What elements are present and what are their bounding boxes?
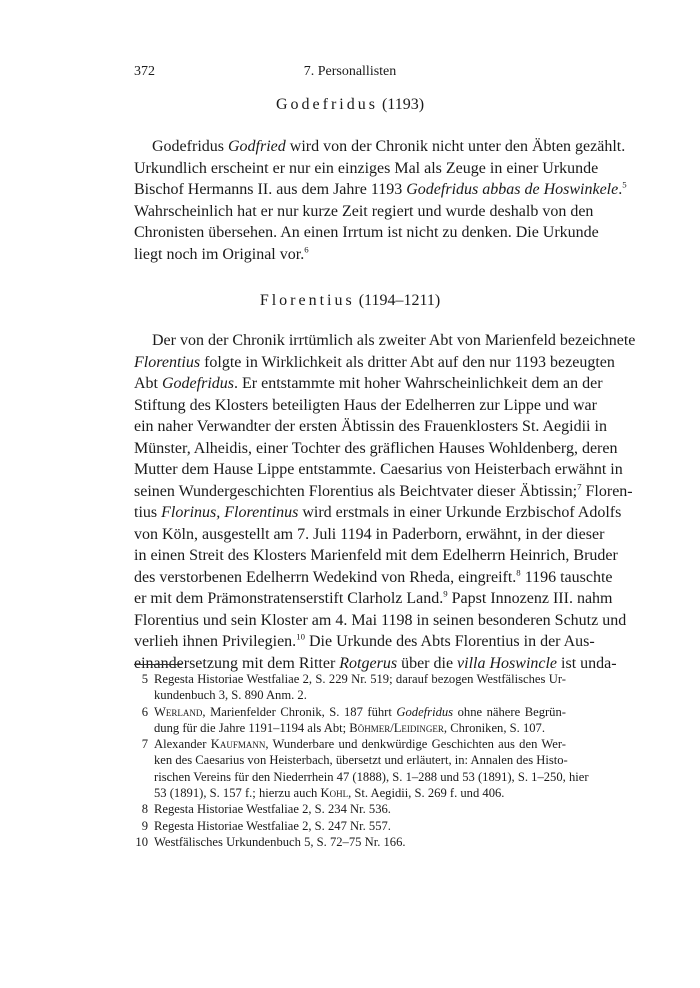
footnote-line: Regesta Historiae Westfaliae 2, S. 234 Nr. 536. bbox=[154, 802, 391, 817]
footnote-5 bbox=[134, 671, 566, 704]
section-dates: (1193) bbox=[381, 96, 425, 113]
text-line: Wahrscheinlich hat er nur kurze Zeit regiert und wurde deshalb von den bbox=[134, 202, 594, 220]
text-line: Der von der Chronik irrtümlich als zweiter Abt von Marienfeld bezeichnete bbox=[152, 332, 636, 349]
footnote-6 bbox=[134, 704, 566, 737]
footnote-9 bbox=[134, 818, 566, 834]
text-line: verlieh ihnen Privilegien.$^{10}$ Die Urkunde des Abts Florentius in der Aus- bbox=[134, 631, 595, 650]
text-line: von Köln, ausgestellt am 7. Juli 1194 in Paderborn, erwähnt, in der dieser bbox=[134, 525, 605, 543]
footnote-number: 9 bbox=[141, 818, 148, 833]
footnote-line: rischen Vereins für den Niederrhein 47 (1888), S. 1–288 und 53 (1891), S. 1–250, hier bbox=[154, 769, 589, 784]
text-line: in einen Streit des Klosters Marienfeld mit dem Edelherrn Heinrich, Bruder bbox=[134, 547, 618, 564]
text-line: Urkundlich erscheint er nur ein einziges Mal als Zeuge in einer Urkunde bbox=[134, 159, 599, 177]
footnote-number: 6 bbox=[141, 704, 148, 719]
text-line: Florentius und sein Kloster am 4. Mai 1198 in seinen besonderen Schutz und bbox=[134, 611, 627, 629]
footnote-line: Westfälisches Urkundenbuch 5, S. 72–75 Nr. 166. bbox=[154, 834, 406, 849]
text-line: Stiftung des Klosters beteiligten Haus der Edelherren zur Lippe und war bbox=[134, 396, 597, 414]
text-line: tius Florinus, Florentinus wird erstmals in einer Urkunde Erzbischof Adolfs bbox=[134, 504, 622, 521]
running-head bbox=[134, 64, 566, 84]
text-line: einandersetzung mit dem Ritter Rotgerus über die villa Hoswincle ist unda- bbox=[134, 654, 617, 672]
footnote-line: Werland, Marienfelder Chronik, S. 187 führt Godefridus ohne nähere Begrün- bbox=[154, 704, 566, 719]
text-line: Abt Godefridus. Er entstammte mit hoher Wahrscheinlichkeit dem an der bbox=[134, 375, 603, 392]
footnotes bbox=[134, 671, 589, 850]
paragraph-florentius bbox=[134, 330, 636, 674]
page-number: 372 bbox=[134, 64, 155, 79]
footnote-number: 5 bbox=[141, 672, 148, 686]
footnote-divider bbox=[134, 664, 182, 665]
section-name: Godefridus bbox=[275, 96, 378, 113]
footnote-7 bbox=[134, 736, 589, 801]
text-line: des verstorbenen Edelherrn Wedekind von Rheda, eingreift.$^8$ 1196 tauschte bbox=[134, 567, 613, 586]
text-line: ein naher Verwandter der ersten Äbtissin des Frauenklosters St. Aegidii in bbox=[134, 418, 607, 435]
text-line: Münster, Alheidis, einer Tochter des gräflichen Hauses Wohldenberg, deren bbox=[134, 439, 618, 457]
text-line: er mit dem Prämonstratenserstift Clarholz Land.$^9$ Papst Innozenz III. nahm bbox=[134, 588, 613, 607]
text-line: Florentius folgte in Wirklichkeit als dritter Abt auf den nur 1193 bezeugten bbox=[134, 353, 615, 371]
section-name: Florentius bbox=[259, 292, 355, 309]
footnote-line: Alexander Kaufmann, Wunderbare und denkwürdige Geschichten aus den Wer- bbox=[154, 737, 566, 752]
paragraph-godefridus bbox=[134, 136, 627, 265]
footnote-line: ken des Caesarius von Heisterbach, übersetzt und erläutert, in: Annalen des Histo- bbox=[154, 753, 568, 768]
section-dates: (1194–1211) bbox=[358, 292, 441, 309]
text-line: seinen Wundergeschichten Florentius als Beichtvater dieser Äbtissin;$^7$ Floren- bbox=[134, 481, 633, 500]
footnote-line: Regesta Historiae Westfaliae 2, S. 247 Nr. 557. bbox=[154, 818, 391, 833]
text-line: liegt noch im Original vor.$^6$ bbox=[134, 244, 309, 263]
footnote-line: dung für die Jahre 1191–1194 als Abt; Böhmer/Leidinger, Chroniken, S. 107. bbox=[154, 720, 545, 735]
footnote-number: 7 bbox=[141, 737, 148, 752]
text-line: Bischof Hermanns II. aus dem Jahre 1193 Godefridus abbas de Hoswinkele.$^5$ bbox=[134, 179, 627, 198]
footnote-line: kundenbuch 3, S. 890 Anm. 2. bbox=[154, 688, 307, 703]
chapter-title: 7. Personallisten bbox=[303, 64, 397, 79]
footnote-8 bbox=[134, 801, 566, 817]
section-heading-florentius bbox=[134, 292, 566, 310]
text-line: Godefridus Godfried wird von der Chronik nicht unter den Äbten gezählt. bbox=[152, 138, 626, 155]
footnote-line: Regesta Historiae Westfaliae 2, S. 229 Nr. 519; darauf bezogen Westfälisches Ur- bbox=[154, 672, 566, 686]
footnote-number: 10 bbox=[135, 834, 148, 849]
text-line: Mutter dem Hause Lippe entstammte. Caesarius von Heisterbach erwähnt in bbox=[134, 461, 623, 478]
footnote-10 bbox=[134, 834, 566, 850]
footnote-number: 8 bbox=[141, 802, 148, 817]
footnote-line: 53 (1891), S. 157 f.; hierzu auch Kohl, St. Aegidii, S. 269 f. und 406. bbox=[154, 786, 505, 801]
section-heading-godefridus bbox=[134, 96, 566, 114]
text-line: Chronisten übersehen. An einen Irrtum ist nicht zu denken. Die Urkunde bbox=[134, 224, 599, 241]
